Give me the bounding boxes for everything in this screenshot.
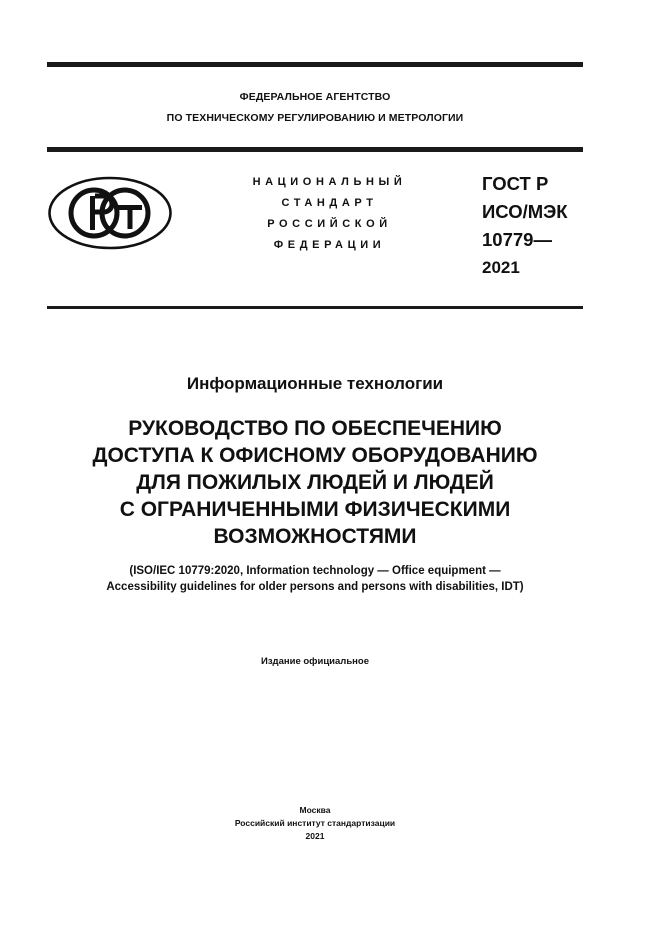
imprint-year: 2021 (305, 831, 325, 841)
iso-reference-line1: (ISO/IEC 10779:2020, Information technology — Office equipment — (129, 565, 501, 577)
imprint-city: Москва (299, 805, 331, 815)
title-line: ВОЗМОЖНОСТЯМИ (213, 525, 417, 548)
title-line: С ОГРАНИЧЕННЫМИ ФИЗИЧЕСКИМИ (119, 498, 511, 521)
header-rule (47, 147, 583, 152)
national-standard-line: НАЦИОНАЛЬНЫЙ (252, 176, 407, 188)
national-standard-line: РОССИЙСКОЙ (267, 218, 392, 230)
imprint (47, 804, 583, 843)
designation-year: 2021 (482, 258, 520, 277)
national-standard-line: СТАНДАРТ (281, 197, 378, 209)
national-standard-label (232, 172, 427, 256)
gost-r-logo-icon (47, 176, 173, 250)
designation-line3: 10779— (482, 229, 552, 250)
designation-line1: ГОСТ Р (482, 173, 549, 194)
agency-name-line2: ПО ТЕХНИЧЕСКОМУ РЕГУЛИРОВАНИЮ И МЕТРОЛОГИИ (166, 112, 464, 124)
standard-designation (482, 170, 568, 282)
document-subtitle: Информационные технологии (186, 374, 444, 393)
imprint-publisher: Российский институт стандартизации (234, 818, 396, 828)
iso-reference-line2: Accessibility guidelines for older persons and persons with disabilities, IDT) (106, 581, 524, 593)
document-title (40, 415, 590, 550)
title-line: РУКОВОДСТВО ПО ОБЕСПЕЧЕНИЮ (128, 417, 502, 440)
title-line: ДОСТУПА К ОФИСНОМУ ОБОРУДОВАНИЮ (92, 444, 538, 467)
iso-reference (30, 563, 600, 595)
agency-name-line1: ФЕДЕРАЛЬНОЕ АГЕНТСТВО (239, 91, 391, 103)
national-standard-line: ФЕДЕРАЦИИ (273, 239, 386, 251)
designation-line2: ИСО/МЭК (482, 201, 568, 222)
title-line: ДЛЯ ПОЖИЛЫХ ЛЮДЕЙ И ЛЮДЕЙ (136, 471, 494, 494)
top-rule (47, 62, 583, 67)
bottom-rule (47, 306, 583, 309)
edition-label: Издание официальное (261, 656, 369, 667)
